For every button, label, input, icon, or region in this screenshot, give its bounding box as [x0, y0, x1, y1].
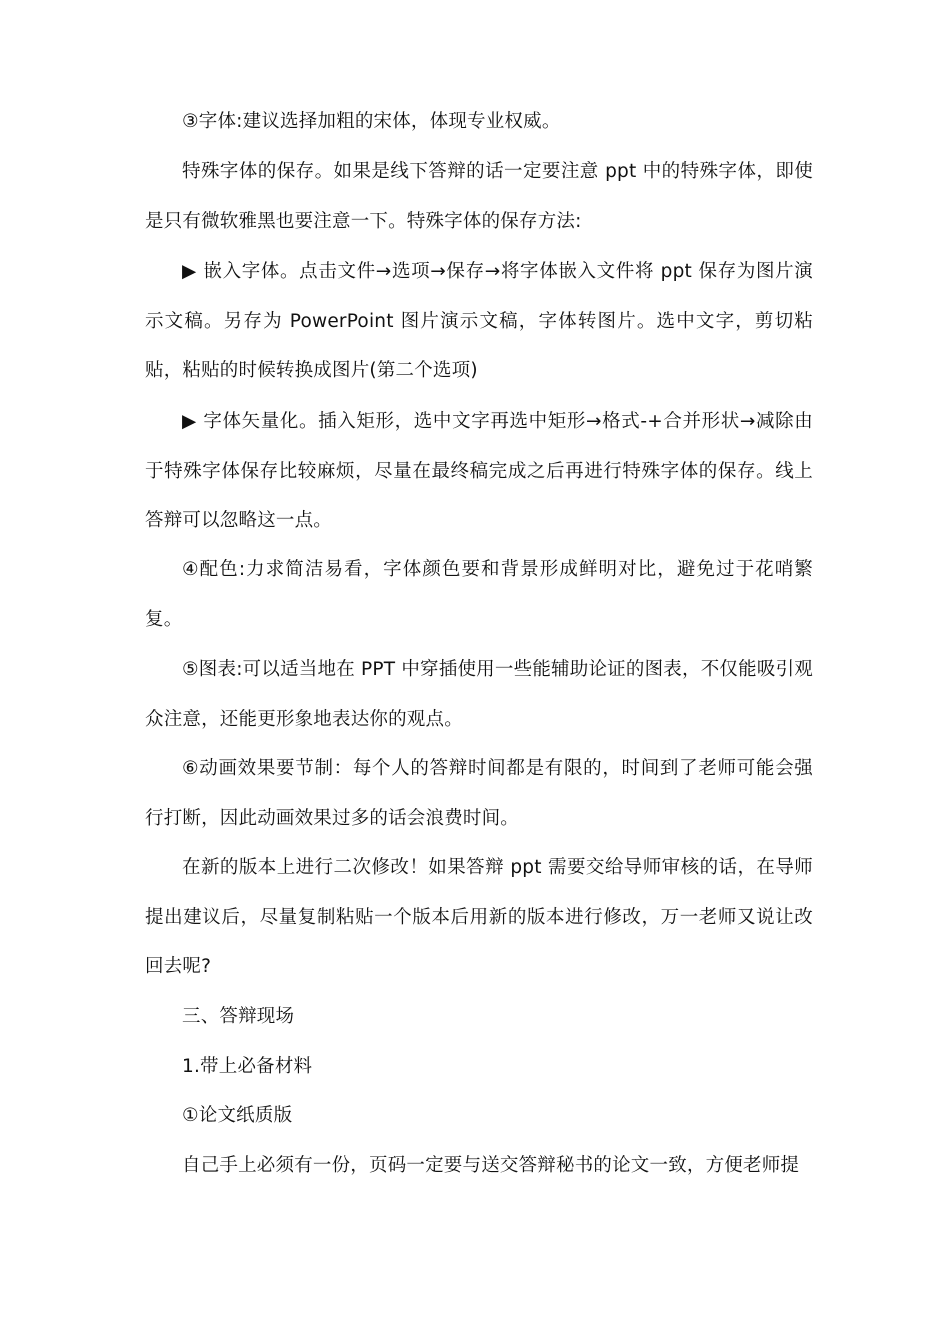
paragraph-font-choice: ③字体:建议选择加粗的宋体，体现专业权威。	[182, 111, 561, 132]
paragraph-special-font-saving: 特殊字体的保存。如果是线下答辩的话一定要注意 ppt 中的特殊字体，即使是只有微软雅黑也要注意一下。特殊字体的保存方法:	[145, 161, 813, 232]
paragraph-color-scheme: ④配色:力求简洁易看，字体颜色要和背景形成鲜明对比，避免过于花哨繁复。	[145, 559, 813, 630]
subheading-materials: 1.带上必备材料	[182, 1056, 313, 1077]
paragraph-embed-font: ▶ 嵌入字体。点击文件→选项→保存→将字体嵌入文件将 ppt 保存为图片演示文稿。另存为 PowerPoint 图片演示文稿，字体转图片。选中文字，剪切粘贴，粘贴的时候转换成图片(第二个选项)	[145, 261, 813, 381]
paragraph-charts: ⑤图表:可以适当地在 PPT 中穿插使用一些能辅助论证的图表，不仅能吸引观众注意，还能更形象地表达你的观点。	[145, 659, 813, 730]
section-heading-defense-site: 三、答辩现场	[182, 1006, 295, 1027]
paragraph-font-vectorize: ▶ 字体矢量化。插入矩形，选中文字再选中矩形→格式-+合并形状→减除由于特殊字体保存比较麻烦，尽量在最终稿完成之后再进行特殊字体的保存。线上答辩可以忽略这一点。	[145, 411, 813, 531]
paragraph-animation: ⑥动画效果要节制：每个人的答辩时间都是有限的，时间到了老师可能会强行打断，因此动画效果过多的话会浪费时间。	[145, 758, 813, 829]
paragraph-revision-version: 在新的版本上进行二次修改！如果答辩 ppt 需要交给导师审核的话，在导师提出建议后，尽量复制粘贴一个版本后用新的版本进行修改，万一老师又说让改回去呢?	[145, 857, 813, 977]
paragraph-paper-copy-detail: 自己手上必须有一份，页码一定要与送交答辩秘书的论文一致，方便老师提	[182, 1155, 800, 1176]
subheading-paper-copy: ①论文纸质版	[182, 1105, 293, 1126]
